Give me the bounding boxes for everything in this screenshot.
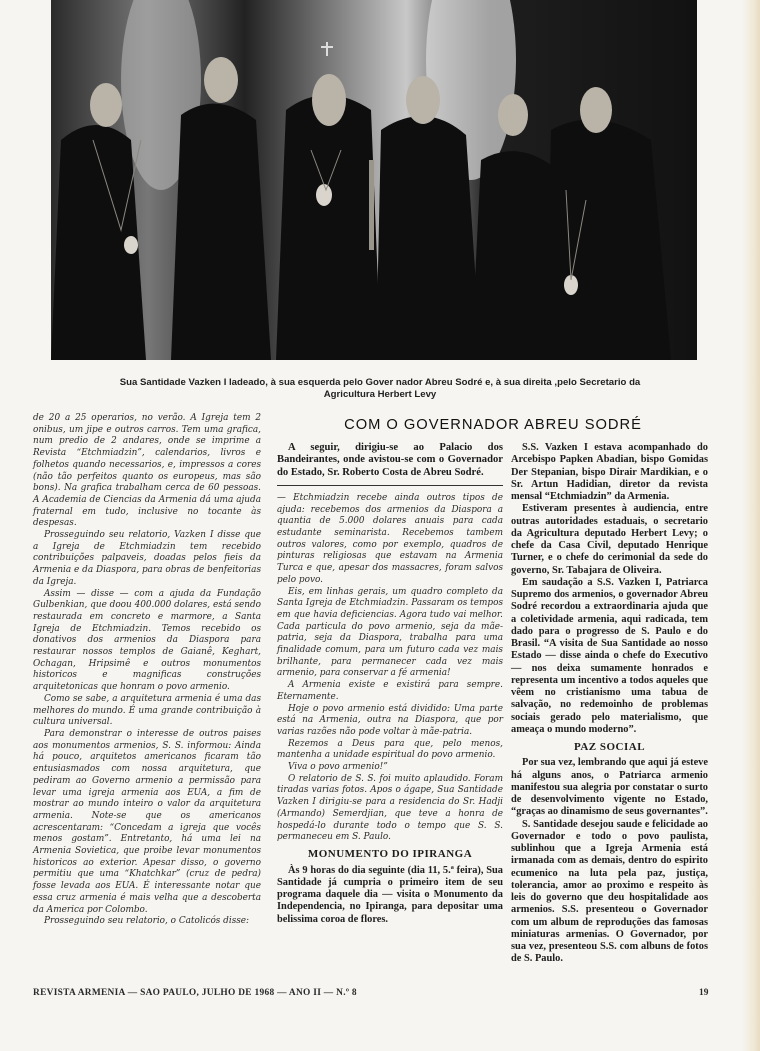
- middle-column: [277, 442, 503, 926]
- paragraph: Em saudação a S.S. Vazken I, Patriarca Supremo dos armenios, o governador Abreu Sodré recordou a extraordinaria ajuda que a coletividade armenia, aqui radicada, tem dado para o progresso de S. Paulo e do Brasil. “A visita de Sua Santidade ao nosso Estado — disse ainda o chefe do Executivo — nos deixa sumamente honrados e representa um incentivo a todos aqueles que vêem no cristianismo uma tabua de salvação, no redemoinho de problemas sociais gerado pelo materialismo, que ameaça o mundo moderno”.: [511, 576, 708, 735]
- paragraph: Para demonstrar o interesse de outros paises aos monumentos armenios, S. S. informou: Ainda há pouco, arquitetos americanos ficaram tão entusiasmados com nossa arquitetura, que pediram ao Governo armenio a permissão para levar uma igreja armenia aos EUA, a fim de mostrar ao mundo inteiro o valor da arquitetura armenia. Note-se que os americanos acrescentaram: “Concedam a igreja que vocês menos gostam”. Entretanto, há uma lei na Armenia Sovietica, que proibe levar monumentos historicos ao exterior. Apesar disso, o governo permitiu que uma “Khatchkar” (cruz de pedra) fosse levada aos EUA. É interessante notar que essa cruz armenia é mais velha que a descoberta da America por Colombo.: [33, 728, 261, 915]
- group-photograph: [51, 0, 697, 360]
- paragraph: Às 9 horas do dia seguinte (dia 11, 5.ª feira), Sua Santidade já cumpria o primeiro item de seu programa daquele dia — visita o Monumento da Independencia, no Ipiranga, para depositar uma belissima coroa de flores.: [277, 864, 503, 925]
- page-edge: [742, 0, 760, 1051]
- caption-line-2: Agricultura Herbert Levy: [323, 389, 437, 400]
- caption-line-1: Sua Santidade Vazken I ladeado, à sua esquerda pelo Gover nador Abreu Sodré e, à sua direita ,pelo Secretario da: [119, 377, 641, 388]
- paragraph: S. Santidade desejou saude e felicidade ao Governador e todo o povo paulista, sublinhou que a Igreja Armenia está irmanada com as demais, dentro do espirito ecumenico na luta pela paz, justiça, tolerancia, amor ao proximo e respeito às leis do governo que deu hospitalidade aos armenios. S.S. presenteou o Governador com um album de reproduções das famosas miniaturas armenias. O Governador, por sua vez, presenteou S.S. com albuns de fotos de S. Paulo.: [511, 818, 708, 965]
- paragraph: — Etchmiadzin recebe ainda outros tipos de ajuda: recebemos dos armenios da Diaspora a quantia de 5.000 dolares anuais para cada estudante seminarista. Recebemos tambem outros valores, como por exemplo, quadros de pinturas religiosas que estavam na Armenia Turca e que, apesar dos massacres, foram salvos pelo povo.: [277, 492, 503, 585]
- photo-caption: [30, 377, 730, 401]
- section-subhead-ipiranga: MONUMENTO DO IPIRANGA: [307, 847, 473, 860]
- paragraph: Viva o povo armenio!”: [288, 762, 388, 773]
- paragraph: O relatorio de S. S. foi muito aplaudido. Foram tiradas varias fotos. Apos o ágape, Sua Santidade Vazken I dirigiu-se para a residencia do Sr. Hadji (Armando) Semerdjian, que teve a honra de hospedá-lo durante todo o tempo que S. S. permaneceu em S. Paulo.: [277, 773, 503, 843]
- section-subhead-paz-social: PAZ SOCIAL: [573, 741, 646, 753]
- paragraph: A Armenia existe e existirá para sempre. Eternamente.: [277, 680, 503, 702]
- paragraph: Por sua vez, lembrando que aqui já esteve há alguns anos, o Patriarca armenio manifestou sua alegria por constatar o surto de desenvolvimento vigente no Estado, “graças ao dinamismo de seus governantes”.: [511, 757, 708, 818]
- left-column: [33, 413, 261, 928]
- article-headline: COM O GOVERNADOR ABREU SODRÉ: [344, 416, 642, 433]
- paragraph: de 20 a 25 operarios, no verão. A Igreja tem 2 onibus, um jipe e outros carros. Tem uma grafica, num predio de 2 andares, onde se imprime a Revista “Etchmiadzin”, calendarios, livros e folhetos quando necessarios, e, impressos a cores (não tão perfeitos quanto os europeus, mas são bons). Na grafica trabalham cerca de 60 pessoas. A Academia de Ciencias da Armenia dá uma ajuda fraternal em tudo, inclusive no tocante às despesas.: [33, 413, 261, 529]
- paragraph: Como se sabe, a arquitetura armenia é uma das melhores do mundo. É uma grande contribuição à cultura universal.: [33, 693, 261, 728]
- page-number: 19: [699, 988, 709, 998]
- intro-paragraph: A seguir, dirigiu-se ao Palacio dos Bandeirantes, onde avistou-se com o Governador do Estado, Sr. Roberto Costa de Abreu Sodré.: [277, 442, 503, 478]
- paragraph: Rezemos a Deus para que, pelo menos, mantenha a unidade espiritual do povo armenio.: [277, 738, 503, 761]
- paragraph: Prosseguindo seu relatorio, Vazken I disse que a Igreja de Etchmiadzin tem recebido contribuições palpaveis, doadas pelos fieis da Armenia e da Diaspora, para obras de benfeitorias da Igreja.: [33, 530, 261, 587]
- quote-block: [277, 493, 503, 844]
- paragraph: S.S. Vazken I estava acompanhado do Arcebispo Papken Abadian, bispo Gomidas Der Stepanian, bispo Dirair Mardikian, e o Sr. Artun Hadidian, diretor da revista mensal “Etchmiadzin” da Armenia.: [511, 442, 708, 502]
- paragraph: Eis, em linhas gerais, um quadro completo da Santa Igreja de Etchmiadzin. Passaram os tempos em que havia deficiencias. Agora tudo vai melhor. Cada particula do povo armenio, seja da mãe-patria, seja da Diaspora, trabalha para uma finalidade comum, para um futuro cada vez mais brilhante, para permanecer cada vez mais armenio, para conservar a fé armenia!: [277, 586, 503, 679]
- running-footer: REVISTA ARMENIA — SAO PAULO, JULHO DE 1968 — ANO II — N.º 8: [33, 988, 357, 998]
- right-column: [511, 442, 708, 966]
- photo-image: [51, 0, 697, 360]
- paragraph: Prosseguindo seu relatorio, o Catolicós disse:: [44, 916, 250, 927]
- paragraph: Assim — disse — com a ajuda da Fundação Gulbenkian, que doou 400.000 dolares, está sendo restaurada em concreto e marmore, a Santa Igreja de Etchmiadzin. Temos recebido os donativos dos armenios da Diaspora para restaurar nossos templos de Gaianê, Keghart, Ochagan, Hripsimê e outros monumentos historicos e magnificas construções arquitetonicas que honram o povo armenio.: [33, 588, 261, 693]
- divider-rule: [277, 485, 503, 486]
- paragraph: Hoje o povo armenio está dividido: Uma parte está na Armenia, outra na Diaspora, que por varias razões não pode voltar à mãe-patria.: [277, 703, 503, 737]
- paragraph: Estiveram presentes à audiencia, entre outras autoridades estaduais, o secretario da Agricultura deputado Herbert Levy; o chefe da Casa Civil, deputado Henrique Turner, e o chefe do cerimonial da sede do governo, Sr. Tabajara de Oliveira.: [511, 503, 708, 576]
